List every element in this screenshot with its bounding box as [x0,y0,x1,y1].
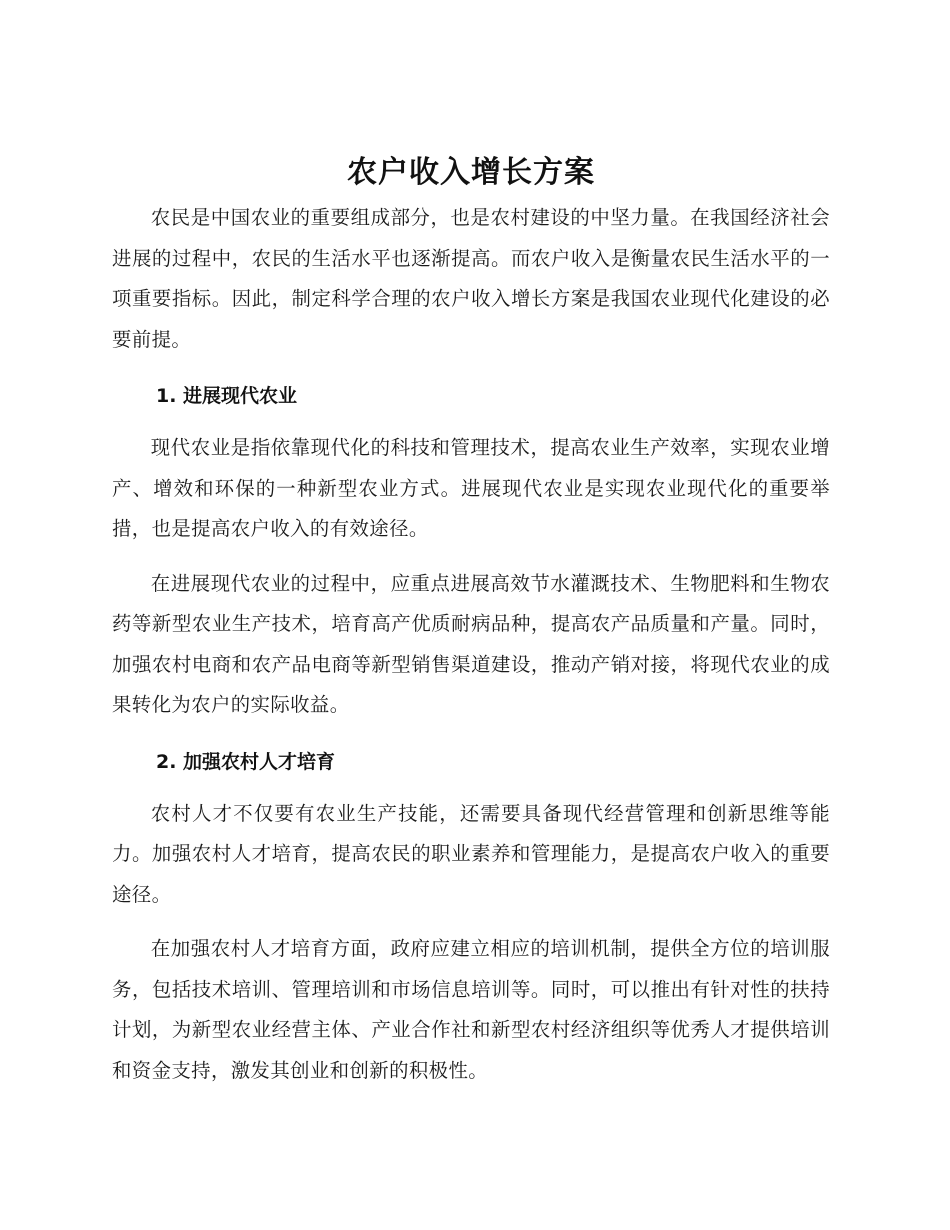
section-heading: 1. 进展现代农业 [156,385,298,407]
section-paragraph: 农村人才不仅要有农业生产技能，还需要具备现代经营管理和创新思维等能力。加强农村人才培育，提高农民的职业素养和管理能力，是提高农户收入的重要途径。 [112,801,830,906]
section-paragraph: 在进展现代农业的过程中，应重点进展高效节水灌溉技术、生物肥料和生物农药等新型农业生产技术，培育高产优质耐病品种，提高农产品质量和产量。同时，加强农村电商和农产品电商等新型销售渠道建设，推动产销对接，将现代农业的成果转化为农户的实际收益。 [112,571,830,716]
intro-paragraph: 农民是中国农业的重要组成部分，也是农村建设的中坚力量。在我国经济社会进展的过程中，农民的生活水平也逐渐提高。而农户收入是衡量农民生活水平的一项重要指标。因此，制定科学合理的农户收入增长方案是我国农业现代化建设的必要前提。 [112,206,830,351]
document-page [112,150,830,1091]
section-rural-talent [112,742,830,1092]
section-modern-agriculture [112,376,830,726]
document-title: 农户收入增长方案 [347,155,595,190]
section-paragraph: 在加强农村人才培育方面，政府应建立相应的培训机制，提供全方位的培训服务，包括技术培训、管理培训和市场信息培训等。同时，可以推出有针对性的扶持计划，为新型农业经营主体、产业合作社和新型农村经济组织等优秀人才提供培训和资金支持，激发其创业和创新的积极性。 [112,937,830,1082]
section-heading: 2. 加强农村人才培育 [156,750,336,773]
section-paragraph: 现代农业是指依靠现代化的科技和管理技术，提高农业生产效率，实现农业增产、增效和环保的一种新型农业方式。进展现代农业是实现农业现代化的重要举措，也是提高农户收入的有效途径。 [112,436,830,540]
